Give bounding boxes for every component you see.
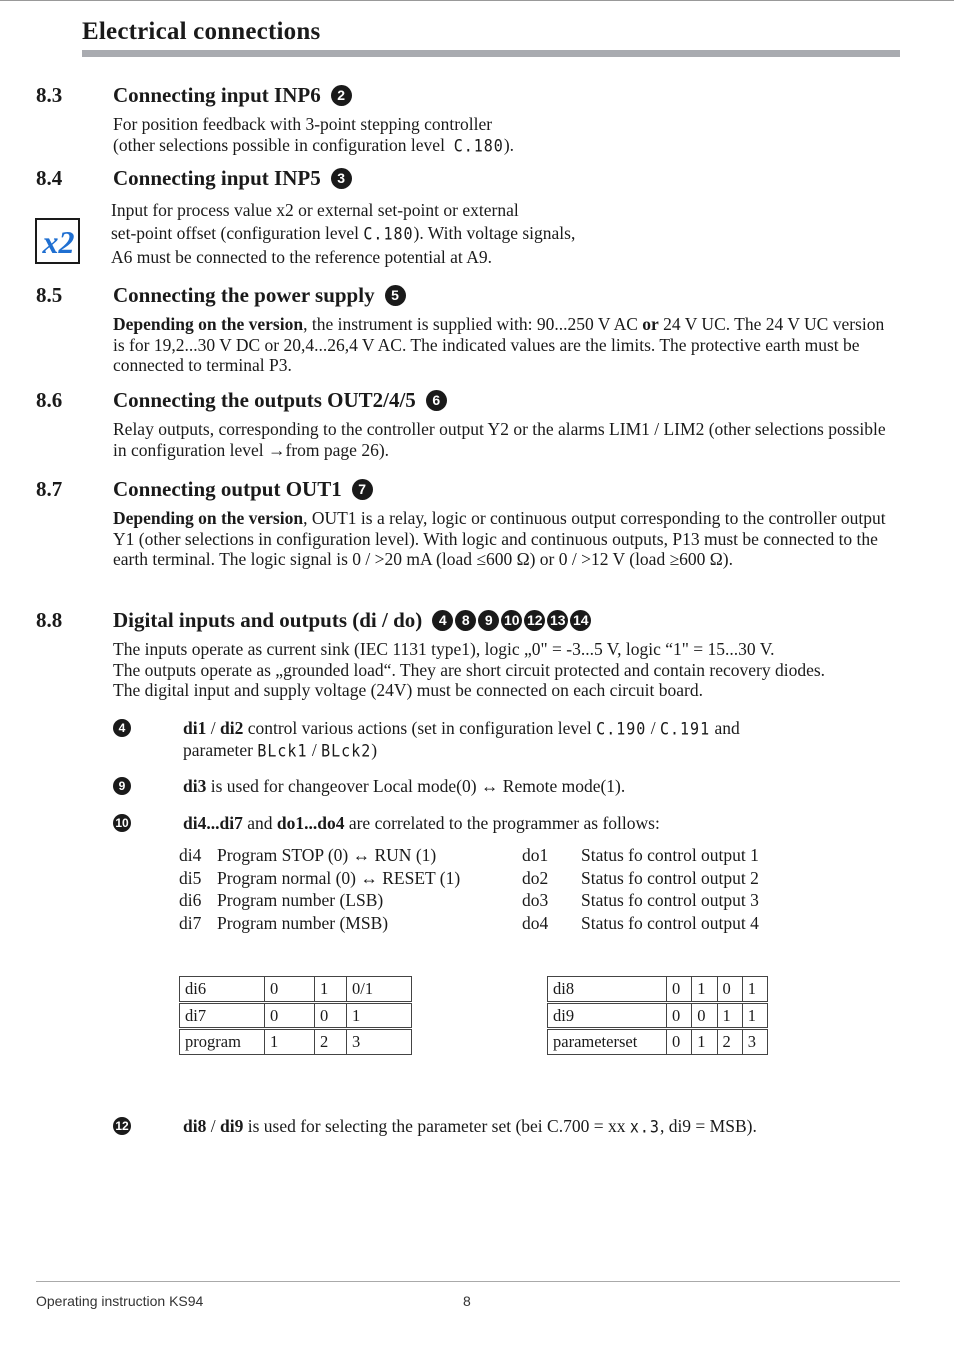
segment-code: C.180: [453, 135, 504, 156]
marker-icon: 13: [547, 610, 568, 631]
marker-icon: 9: [478, 610, 499, 631]
top-rule: [0, 0, 954, 1]
header-bar: [82, 50, 900, 57]
di-list: [179, 844, 460, 934]
segment-code: BLck2: [321, 740, 372, 761]
section-number: 8.3: [36, 83, 63, 107]
marker-icon: 12: [113, 1117, 131, 1135]
bullet-marker: [113, 719, 131, 737]
parameterset-table: [547, 976, 768, 1055]
table-row: di8 0 1 0 1: [548, 977, 768, 1003]
section-body: The inputs operate as current sink (IEC 1131 type1), logic „0" = -3...5 V, logic “1" = 15...30 V. The outputs operate as „grounded load“. They are short circuit protected and contain recovery diodes. The digital input and supply voltage (24V) must be connected on each circuit board.: [113, 639, 826, 700]
marker-icon: 3: [331, 168, 352, 189]
section-body: Relay outputs, corresponding to the controller output Y2 or the alarms LIM1 / LIM2 (other selections possible in configuration level →from page 26).: [113, 419, 886, 460]
list-item: do2 Status fo control output 2: [522, 867, 759, 888]
list-item: di7 Program number (MSB): [179, 912, 389, 933]
marker-icon: 4: [113, 719, 131, 737]
section-title: Digital inputs and outputs (di / do) 4 8 9 10 12 13 14: [113, 608, 591, 633]
section-title: Connecting the outputs OUT2/4/5 6: [113, 388, 447, 413]
table-row: parameterset 0 1 2 3: [548, 1029, 768, 1055]
segment-code: C.191: [659, 718, 711, 740]
section-body: Depending on the version, OUT1 is a relay, logic or continuous output corresponding to the controller output Y1 (other selections in configuration level). With logic and continuous outputs, P13 must be connected to the earth terminal. The logic signal is 0 / >20 mA (load ≤600 Ω) or 0 / >12 V (load ≥600 Ω).: [113, 508, 886, 569]
program-table: [179, 976, 412, 1055]
marker-icon: 14: [570, 610, 591, 631]
table-row: di7 0 0 1: [180, 1003, 412, 1029]
segment-code: C.180: [363, 223, 414, 245]
bullet-text: di4...di7 and do1...do4 are correlated to the programmer as follows:: [183, 813, 660, 833]
segment-code: x.3: [629, 1116, 660, 1138]
section-number: 8.5: [36, 283, 63, 307]
list-item: di6 Program number (LSB): [179, 890, 384, 910]
marker-icon: 10: [113, 814, 131, 832]
list-item: do4 Status fo control output 4: [522, 912, 759, 933]
marker-icon: 6: [426, 390, 447, 411]
list-item: di5 Program normal (0) ↔ RESET (1): [179, 867, 461, 888]
marker-icon: 9: [113, 777, 131, 795]
marker-icon: 12: [524, 610, 545, 631]
section-number: 8.4: [36, 166, 63, 190]
list-item: do1 Status fo control output 1: [522, 845, 759, 865]
page-title: Electrical connections: [82, 18, 321, 45]
section-title: Connecting input INP6 2: [113, 83, 352, 108]
marker-icon: 2: [331, 85, 352, 106]
footer-doc-title: Operating instruction KS94: [36, 1293, 204, 1309]
bullet-marker: [113, 777, 131, 795]
section-number: 8.6: [36, 388, 63, 412]
table-row: di6 0 1 0/1: [180, 977, 412, 1003]
marker-icon: 5: [385, 285, 406, 306]
x2-icon: x2: [35, 218, 80, 264]
page-number: 8: [463, 1293, 471, 1309]
section-number: 8.8: [36, 608, 63, 632]
do-list: [522, 844, 759, 934]
footer-rule: [36, 1281, 900, 1282]
section-body: Depending on the version, the instrument is supplied with: 90...250 V AC or 24 V UC. The 24 V UC version is for 19,2...30 V DC or 20,4...26,4 V AC. The indicated values are the limits. The protective earth must be connected to terminal P3.: [113, 314, 885, 375]
marker-icon: 7: [352, 479, 373, 500]
section-title: Connecting input INP5 3: [113, 166, 352, 191]
section-number: 8.7: [36, 477, 63, 501]
section-title: Connecting the power supply 5: [113, 283, 406, 308]
bullet-marker: [113, 1117, 131, 1135]
bullet-marker: [113, 814, 131, 832]
segment-code: C.190: [596, 718, 647, 740]
list-item: do3 Status fo control output 3: [522, 890, 759, 910]
list-item: di4 Program STOP (0) ↔ RUN (1): [179, 845, 437, 865]
section-title: Connecting output OUT1 7: [113, 477, 373, 502]
bullet-text: di8 / di9 is used for selecting the parameter set (bei C.700 = xx x.3, di9 = MSB).: [183, 1116, 757, 1138]
marker-icon: 4: [432, 610, 453, 631]
section-body: Input for process value x2 or external set-point or external set-point offset (configuration level C.180). With voltage signals, A6 must be connected to the reference potential at A9.: [111, 200, 576, 267]
bullet-text: di3 is used for changeover Local mode(0) ↔ Remote mode(1).: [183, 776, 626, 796]
bullet-text: di1 / di2 control various actions (set in configuration level C.190 / C.191 and parameter BLck1 / BLck2): [183, 718, 740, 761]
segment-code: BLck1: [257, 740, 308, 761]
marker-icon: 10: [501, 610, 522, 631]
marker-icon: 8: [455, 610, 476, 631]
table-row: program 1 2 3: [180, 1029, 412, 1055]
section-body: For position feedback with 3-point stepping controller (other selections possible in configuration level C.180).: [113, 114, 515, 156]
table-row: di9 0 0 1 1: [548, 1003, 768, 1029]
